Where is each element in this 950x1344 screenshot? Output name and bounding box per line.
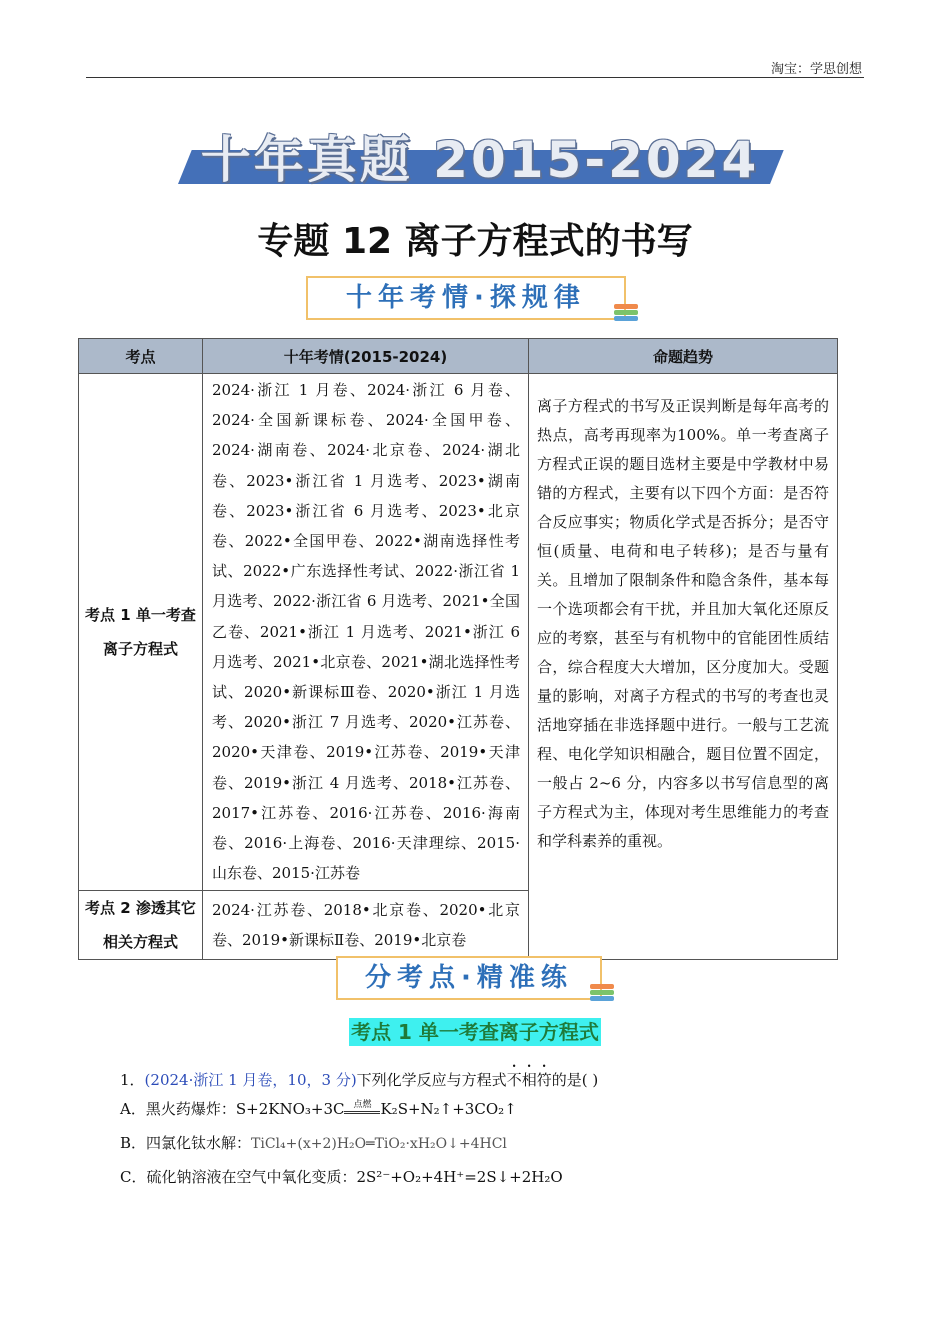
condition-label: 点燃	[353, 1100, 372, 1110]
table-row	[79, 374, 838, 891]
books-icon	[614, 304, 640, 326]
option-c-formula: 2S²⁻+O₂+4H⁺=2S↓+2H₂O	[356, 1168, 563, 1186]
option-c-label: C．硫化钠溶液在空气中氧化变质：	[120, 1168, 357, 1186]
kp2-papers-cell: 2024·江苏卷、2018•北京卷、2020•北京卷、2019•新课标Ⅱ卷、2019•北京卷	[203, 891, 529, 960]
question-number: 1．	[120, 1071, 145, 1089]
option-b-label: B．四氯化钛水解：	[120, 1134, 252, 1152]
header-shop-note: 淘宝：学思创想	[770, 62, 862, 77]
section-box-practice	[336, 956, 602, 1000]
option-a-product: K₂S+N₂↑+3CO₂↑	[380, 1100, 517, 1118]
question-stem-b: 的是( )	[551, 1071, 599, 1089]
banner-text: 十年真题 2015-2024	[200, 131, 760, 189]
col-header-point: 考点	[79, 339, 203, 374]
title-banner	[178, 120, 770, 189]
question-source: (2024·浙江 1 月卷，10，3 分)	[144, 1071, 357, 1089]
exam-analysis-table	[78, 338, 838, 960]
section-label: 十年考情·探规律	[346, 283, 586, 313]
section-label: 分考点·精准练	[365, 963, 573, 993]
option-a-formula: S+2KNO₃+3C	[235, 1100, 345, 1118]
kp1-papers-cell: 2024·浙江 1 月卷、2024·浙江 6 月卷、2024·全国新课标卷、2024·全国甲卷、2024·湖南卷、2024·北京卷、2024·湖北卷、2023•浙江省 1 月选考、2023•湖南卷、2023•浙江省 6 月选考、2023•北京卷、2022•全国甲卷、2022•湖南选择性考试、2022•广东选择性考试、2022·浙江省 1 月选考、2022·浙江省 6 月选考、2021•全国乙卷、2021•浙江 1 月选考、2021•浙江 6 月选考、2021•北京卷、2021•湖北选择性考试、2020•新课标Ⅲ卷、2020•浙江 1 月选考、2020•浙江 7 月选考、2020•江苏卷、2020•天津卷、2019•江苏卷、2019•天津卷、2019•浙江 4 月选考、2018•江苏卷、2017•江苏卷、2016·江苏卷、2016·海南卷、2016·上海卷、2016·天津理综、2015·山东卷、2015·江苏卷	[203, 374, 529, 891]
kp1-heading-text: 考点 1 单一考查离子方程式	[351, 1020, 599, 1044]
page-title: 专题 12 离子方程式的书写	[257, 221, 693, 262]
trend-cell: 离子方程式的书写及正误判断是每年高考的热点，高考再现率为100%。单一考查离子方程式正误的题目选材主要是中学教材中易错的方程式，主要有以下四个方面：是否符合反应事实；物质化学式是否拆分；是否守恒(质量、电荷和电子转移)；是否与量有关。且增加了限制条件和隐含条件，基本每一个选项都会有干扰，并且加大氧化还原反应的考察，甚至与有机物中的官能团性质结合，综合程度大大增加，区分度加大。受题量的影响，对离子方程式的书写的考查也灵活地穿插在非选择题中进行。一般与工艺流程、电化学知识相融合，题目位置不固定，一般占 2~6 分，内容多以书写信息型的离子方程式为主，体现对考生思维能力的考查和学科素养的重视。	[529, 374, 838, 960]
question-stem-emphasis: 不相符	[506, 1071, 552, 1089]
kp2-cell: 考点 2 渗透其它相关方程式	[79, 891, 203, 960]
table-header-row	[79, 339, 838, 374]
header-divider	[86, 77, 864, 78]
option-a	[120, 1098, 517, 1119]
option-b-formula: TiCl₄+(x+2)H₂O═TiO₂·xH₂O↓+4HCl	[251, 1136, 507, 1152]
col-header-trend: 命题趋势	[529, 339, 838, 374]
question-stem	[120, 1062, 598, 1090]
question-stem-a: 下列化学反应与方程式	[356, 1071, 507, 1089]
kp1-heading	[0, 1016, 950, 1045]
option-b	[120, 1132, 507, 1153]
section-box-exam-analysis	[306, 276, 626, 320]
reaction-condition	[344, 1100, 380, 1114]
option-c	[120, 1166, 563, 1187]
col-header-papers: 十年考情(2015-2024)	[203, 339, 529, 374]
kp1-cell: 考点 1 单一考查离子方程式	[79, 374, 203, 891]
option-a-label: A．黑火药爆炸：	[120, 1100, 236, 1118]
books-icon	[590, 984, 616, 1006]
